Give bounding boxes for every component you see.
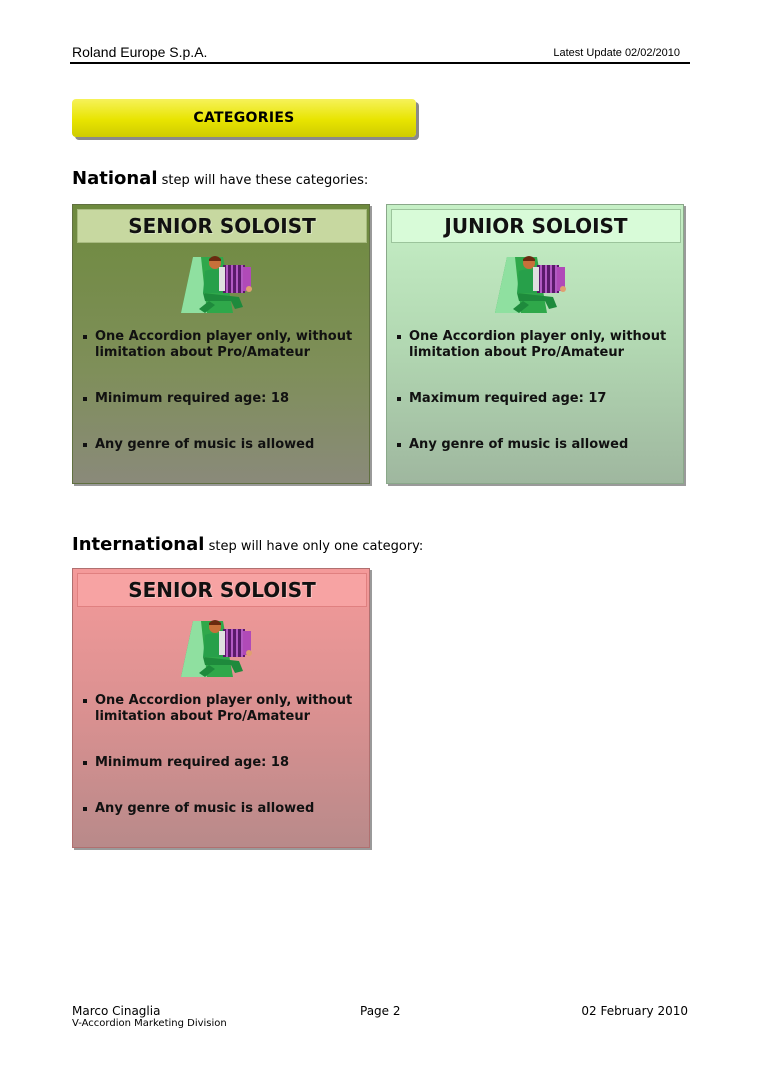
list-item: Any genre of music is allowed <box>395 437 679 453</box>
card-title: SENIOR SOLOIST <box>77 573 367 607</box>
card-title: JUNIOR SOLOIST <box>391 209 681 243</box>
accordion-player-icon <box>179 617 263 681</box>
list-item: One Accordion player only, without limitation about Pro/Amateur <box>81 329 365 391</box>
international-rest: step will have only one category: <box>204 539 424 554</box>
national-intro <box>72 168 368 189</box>
card-senior-soloist-international <box>72 568 370 848</box>
international-lead: International <box>72 534 205 555</box>
list-item: One Accordion player only, without limitation about Pro/Amateur <box>395 329 679 391</box>
accordion-player-icon <box>179 253 263 317</box>
header-rule <box>70 62 690 64</box>
list-item: Minimum required age: 18 <box>81 755 365 801</box>
list-item: Minimum required age: 18 <box>81 391 365 437</box>
card-title: SENIOR SOLOIST <box>77 209 367 243</box>
list-item: Any genre of music is allowed <box>81 437 365 453</box>
bullet-list <box>81 329 365 453</box>
national-lead: National <box>72 168 158 189</box>
footer-division: V-Accordion Marketing Division <box>72 1018 227 1029</box>
international-intro <box>72 534 423 555</box>
card-senior-soloist-national <box>72 204 370 484</box>
footer-page: Page 2 <box>360 1004 401 1018</box>
categories-banner: CATEGORIES <box>72 99 416 137</box>
card-junior-soloist-national <box>386 204 684 484</box>
national-rest: step will have these categories: <box>157 173 369 188</box>
list-item: Maximum required age: 17 <box>395 391 679 437</box>
latest-update: Latest Update 02/02/2010 <box>553 47 680 59</box>
list-item: One Accordion player only, without limitation about Pro/Amateur <box>81 693 365 755</box>
list-item: Any genre of music is allowed <box>81 801 365 817</box>
company-name: Roland Europe S.p.A. <box>72 44 208 60</box>
footer-date: 02 February 2010 <box>581 1004 688 1018</box>
accordion-player-icon <box>493 253 577 317</box>
bullet-list <box>395 329 679 453</box>
footer-author: Marco Cinaglia <box>72 1004 161 1018</box>
bullet-list <box>81 693 365 817</box>
